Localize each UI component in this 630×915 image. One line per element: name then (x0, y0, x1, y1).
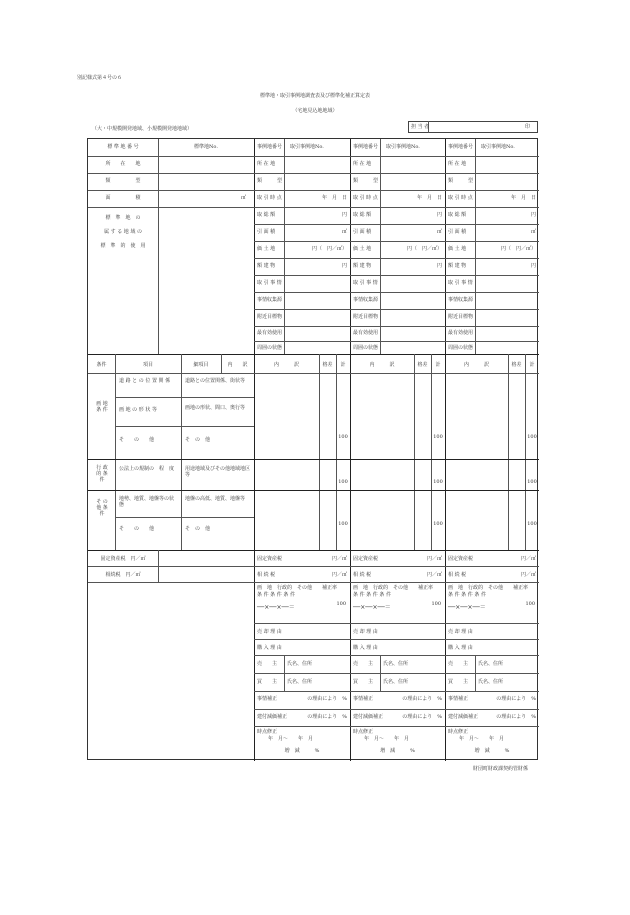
case-area: 引 面 積 (257, 229, 276, 235)
page-subtitle: （宅地見込地地域） (292, 108, 338, 114)
case-land: 価 土 地 (257, 246, 276, 252)
case-area: 引 面 積 (448, 229, 467, 235)
case-inh-tax-unit: 円／㎡ (426, 572, 442, 578)
case-location: 所 在 地 (353, 161, 372, 167)
case-bld-unit: 円 (530, 263, 536, 269)
time-adj: 時点修正 (448, 729, 469, 735)
case-land-unit: 円（ 円／㎡） (406, 246, 442, 252)
formula-head: 画 地 行政的 その他 補正率 (257, 585, 338, 591)
street-sub-2: 画地の形状、間口、奥行等 (185, 405, 246, 411)
circ-adj: 事情補正 (448, 696, 469, 702)
build-adj-val: の理由により % (402, 714, 442, 720)
case-detail-header: 内 訳 (463, 362, 489, 368)
sum-100: 100 (527, 434, 537, 440)
seller: 売 主 (448, 661, 469, 667)
person-label: 担 当 者 (411, 124, 430, 130)
form-number: 別記様式第４号の６ (77, 75, 123, 81)
build-adj: 建付減価補正 (448, 714, 479, 720)
factor-cond-header: 条件 (96, 362, 107, 368)
seller-name-addr: 氏名、住所 (287, 661, 313, 667)
sale-reason: 売 却 理 由 (257, 629, 282, 635)
street-item-3: そ の 他 (119, 437, 155, 443)
case-source: 事情収集源 (257, 297, 283, 303)
factor-detail-header: 内 訳 (227, 362, 248, 368)
case-bottom-2: 固定資産税 円／㎡ 相 続 税 円／㎡ 画 地 行政的 その他 補正率 条 件 条 件 条 件 ──×──×──＝ 100 売 却 理 由 購 入 理 由 売 主 氏名、住所 買 主 氏名、住所 事情補正 の理由により % 建付減価補正 の理由により % 時点修正 年 月〜 年 月 増 減 % (350, 550, 445, 761)
time-adj: 時点修正 (257, 729, 278, 735)
belong-2: 属 す る 地 域 の (104, 229, 142, 235)
case-fixed-tax: 固定資産税 (448, 556, 474, 562)
case-bld: 額 建 物 (448, 263, 467, 269)
buyer-name-addr: 氏名、住所 (287, 679, 313, 685)
inheritance-tax-label: 相続税 円／㎡ (105, 572, 141, 578)
case-road: 附近目標物 (448, 314, 474, 320)
other-item-1: 地勢、地質、地盤等の状態 (119, 496, 175, 508)
case-inh-tax: 相 続 税 (257, 572, 276, 578)
build-adj: 建付減価補正 (257, 714, 288, 720)
time-adj-val: 年 月〜 年 月 (268, 736, 314, 742)
formula-100: 100 (431, 601, 441, 607)
shape-label: 類 型 (105, 178, 141, 184)
formula-100: 100 (525, 601, 535, 607)
seller: 売 主 (257, 661, 278, 667)
build-adj-val: の理由により % (496, 714, 536, 720)
case-bld: 額 建 物 (257, 263, 276, 269)
case-source: 事情収集源 (448, 297, 474, 303)
sum-100: 100 (338, 521, 348, 527)
belong-3: 標 準 的 使 用 (100, 243, 146, 249)
time-adj: 時点修正 (353, 729, 374, 735)
case-area: 引 面 積 (353, 229, 372, 235)
case-date: 取 引 時 点 (448, 195, 473, 201)
inc-dec: 増 減 % (284, 748, 320, 754)
case-shape: 類 型 (353, 178, 379, 184)
case-location: 所 在 地 (257, 161, 276, 167)
formula-head2: 条 件 条 件 条 件 (353, 592, 391, 598)
street-item-1: 道 路 と の 位 置 関 係 (119, 378, 171, 384)
buyer: 買 主 (257, 679, 278, 685)
case-shape: 類 型 (448, 178, 474, 184)
case-circ: 取 引 事 情 (353, 280, 378, 286)
case-circ: 取 引 事 情 (257, 280, 282, 286)
sale-reason: 売 却 理 由 (353, 629, 378, 635)
street-sub-1: 道路との位置関係、街状等 (185, 378, 246, 384)
case-no-value: 取引事例地No. (386, 144, 420, 150)
case-shape: 類 型 (257, 178, 283, 184)
case-fixed-tax-unit: 円／㎡ (331, 556, 347, 562)
case-bld: 額 建 物 (353, 263, 372, 269)
case-land: 価 土 地 (448, 246, 467, 252)
case-date-val: 年 月 日 (510, 195, 536, 201)
buyer-name-addr: 氏名、住所 (478, 679, 504, 685)
case-no-label: 事例地番号 (257, 144, 283, 150)
case-inh-tax-unit: 円／㎡ (520, 572, 536, 578)
case-col-3 (445, 139, 539, 354)
seller: 売 主 (353, 661, 374, 667)
buyer-name-addr: 氏名、住所 (383, 679, 409, 685)
case-area-unit: ㎡ (530, 229, 536, 235)
case-bld-unit: 円 (436, 263, 442, 269)
case-fixed-tax: 固定資産税 (353, 556, 379, 562)
circ-adj-val: の理由により % (496, 696, 536, 702)
area-unit: ㎡ (241, 195, 247, 201)
other-group-label: そ の 他 条 件 (96, 499, 108, 517)
other-sub-1: 地盤の高低、地質、地盤等 (185, 496, 246, 502)
circ-adj: 事情補正 (353, 696, 374, 702)
case-land-unit: 円（ 円／㎡） (500, 246, 536, 252)
time-adj-val: 年 月〜 年 月 (459, 736, 505, 742)
formula-head: 画 地 行政的 その他 補正率 (448, 585, 529, 591)
case-total-unit: 円 (341, 212, 347, 218)
case-use: 最有効使用 (448, 330, 474, 336)
case-bottom-1: 固定資産税 円／㎡ 相 続 税 円／㎡ 画 地 行政的 その他 補正率 条 件 条 件 条 件 ──×──×──＝ 100 売 却 理 由 購 入 理 由 売 主 氏名、住所 買 主 氏名、住所 事情補正 の理由により % 建付減価補正 の理由により % 時点修正 年 月〜 年 月 増 減 % (254, 550, 350, 761)
std-no-label: 標 準 地 番 号 (107, 144, 139, 150)
factor-sub-header: 細項目 (193, 362, 209, 368)
footer-dept: 財団町財政課契約管財係 (473, 766, 529, 772)
buy-reason: 購 入 理 由 (353, 645, 378, 651)
case-date: 取 引 時 点 (257, 195, 282, 201)
other-item-2: そ の 他 (119, 526, 155, 532)
case-diff-header: 格差 (417, 362, 428, 368)
sum-100: 100 (433, 479, 443, 485)
case-fixed-tax: 固定資産税 (257, 556, 283, 562)
admin-group-label: 行 政 的 条 件 (96, 465, 108, 483)
case-no-value: 取引事例地No. (290, 144, 324, 150)
page-title: 標準地・取引事例地調査表及び標準化補正算定表 (259, 93, 370, 99)
other-sub-2: そ の 他 (185, 526, 211, 532)
sum-100: 100 (338, 434, 348, 440)
case-total-header: 計 (435, 362, 441, 368)
case-total-header: 計 (340, 362, 346, 368)
case-date-val: 年 月 日 (416, 195, 442, 201)
case-no-value: 取引事例地No. (481, 144, 515, 150)
case-detail-header: 内 訳 (273, 362, 299, 368)
survey-form (87, 138, 538, 760)
case-area-unit: ㎡ (341, 229, 347, 235)
buyer: 買 主 (353, 679, 374, 685)
case-total: 取 総 額 (448, 212, 467, 218)
buyer: 買 主 (448, 679, 469, 685)
case-inh-tax: 相 続 税 (353, 572, 372, 578)
seller-name-addr: 氏名、住所 (478, 661, 504, 667)
street-group-label: 画 地 条 件 (96, 401, 108, 413)
admin-sub: 用途地域及びその他地域地区等 (185, 466, 251, 478)
inc-dec: 増 減 % (474, 748, 510, 754)
seller-name-addr: 氏名、住所 (383, 661, 409, 667)
case-bld-unit: 円 (341, 263, 347, 269)
buy-reason: 購 入 理 由 (257, 645, 282, 651)
case-inh-tax: 相 続 税 (448, 572, 467, 578)
case-env: 周囲の状態 (353, 345, 379, 351)
sum-100: 100 (527, 521, 537, 527)
case-inh-tax-unit: 円／㎡ (331, 572, 347, 578)
sale-reason: 売 却 理 由 (448, 629, 473, 635)
time-adj-val: 年 月〜 年 月 (364, 736, 410, 742)
case-land-unit: 円（ 円／㎡） (311, 246, 347, 252)
case-use: 最有効使用 (353, 330, 379, 336)
admin-item: 公法上の規制の 程 度 (119, 466, 175, 472)
case-fixed-tax-unit: 円／㎡ (520, 556, 536, 562)
case-bottom-3: 固定資産税 円／㎡ 相 続 税 円／㎡ 画 地 行政的 その他 補正率 条 件 条 件 条 件 ──×──×──＝ 100 売 却 理 由 購 入 理 由 売 主 氏名、住所 買 主 氏名、住所 事情補正 の理由により % 建付減価補正 の理由により % 時点修正 年 月〜 年 月 増 減 % (445, 550, 539, 761)
case-road: 附近目標物 (257, 314, 283, 320)
case-env: 周囲の状態 (448, 345, 474, 351)
case-total: 取 総 額 (257, 212, 276, 218)
case-col-1 (254, 139, 350, 354)
case-total: 取 総 額 (353, 212, 372, 218)
case-total-header: 計 (529, 362, 535, 368)
circ-adj-val: の理由により % (307, 696, 347, 702)
case-circ: 取 引 事 情 (448, 280, 473, 286)
case-total-unit: 円 (530, 212, 536, 218)
fixed-tax-label: 固定資産税 円／㎡ (100, 556, 146, 562)
case-env: 周囲の状態 (257, 345, 283, 351)
case-source: 事情収集源 (353, 297, 379, 303)
factor-item-header: 項目 (142, 362, 153, 368)
formula-head2: 条 件 条 件 条 件 (257, 592, 295, 598)
case-no-label: 事例地番号 (353, 144, 379, 150)
inc-dec: 増 減 % (380, 748, 415, 754)
case-location: 所 在 地 (448, 161, 467, 167)
buy-reason: 購 入 理 由 (448, 645, 473, 651)
region-note: （大・中規模開発地域、小規模開発地地域） (92, 126, 193, 132)
case-road: 附近目標物 (353, 314, 379, 320)
case-diff-header: 格差 (511, 362, 522, 368)
seal-mark: 印 (525, 124, 531, 130)
case-col-2 (350, 139, 445, 354)
case-land: 価 土 地 (353, 246, 372, 252)
circ-adj-val: の理由により % (402, 696, 442, 702)
build-adj-val: の理由により % (307, 714, 347, 720)
case-fixed-tax-unit: 円／㎡ (426, 556, 442, 562)
formula-head2: 条 件 条 件 条 件 (448, 592, 486, 598)
case-area-unit: ㎡ (436, 229, 442, 235)
sum-100: 100 (527, 479, 537, 485)
street-item-2: 画 地 の 形 状 等 (119, 407, 157, 413)
sum-100: 100 (433, 521, 443, 527)
case-date-val: 年 月 日 (321, 195, 347, 201)
formula-100: 100 (336, 601, 346, 607)
location-label: 所 在 地 (105, 161, 141, 167)
circ-adj: 事情補正 (257, 696, 278, 702)
case-use: 最有効使用 (257, 330, 283, 336)
case-diff-header: 格差 (322, 362, 333, 368)
case-total-unit: 円 (436, 212, 442, 218)
std-no-value: 標準地No. (194, 144, 218, 150)
sum-100: 100 (433, 434, 443, 440)
street-sub-3: そ の 他 (185, 437, 211, 443)
belong-1: 標 準 地 の (105, 215, 141, 221)
sum-100: 100 (338, 479, 348, 485)
case-detail-header: 内 訳 (369, 362, 395, 368)
case-no-label: 事例地番号 (448, 144, 474, 150)
formula-head: 画 地 行政的 その他 補正率 (353, 585, 434, 591)
build-adj: 建付減価補正 (353, 714, 384, 720)
area-label: 面 積 (105, 195, 141, 201)
case-date: 取 引 時 点 (353, 195, 378, 201)
